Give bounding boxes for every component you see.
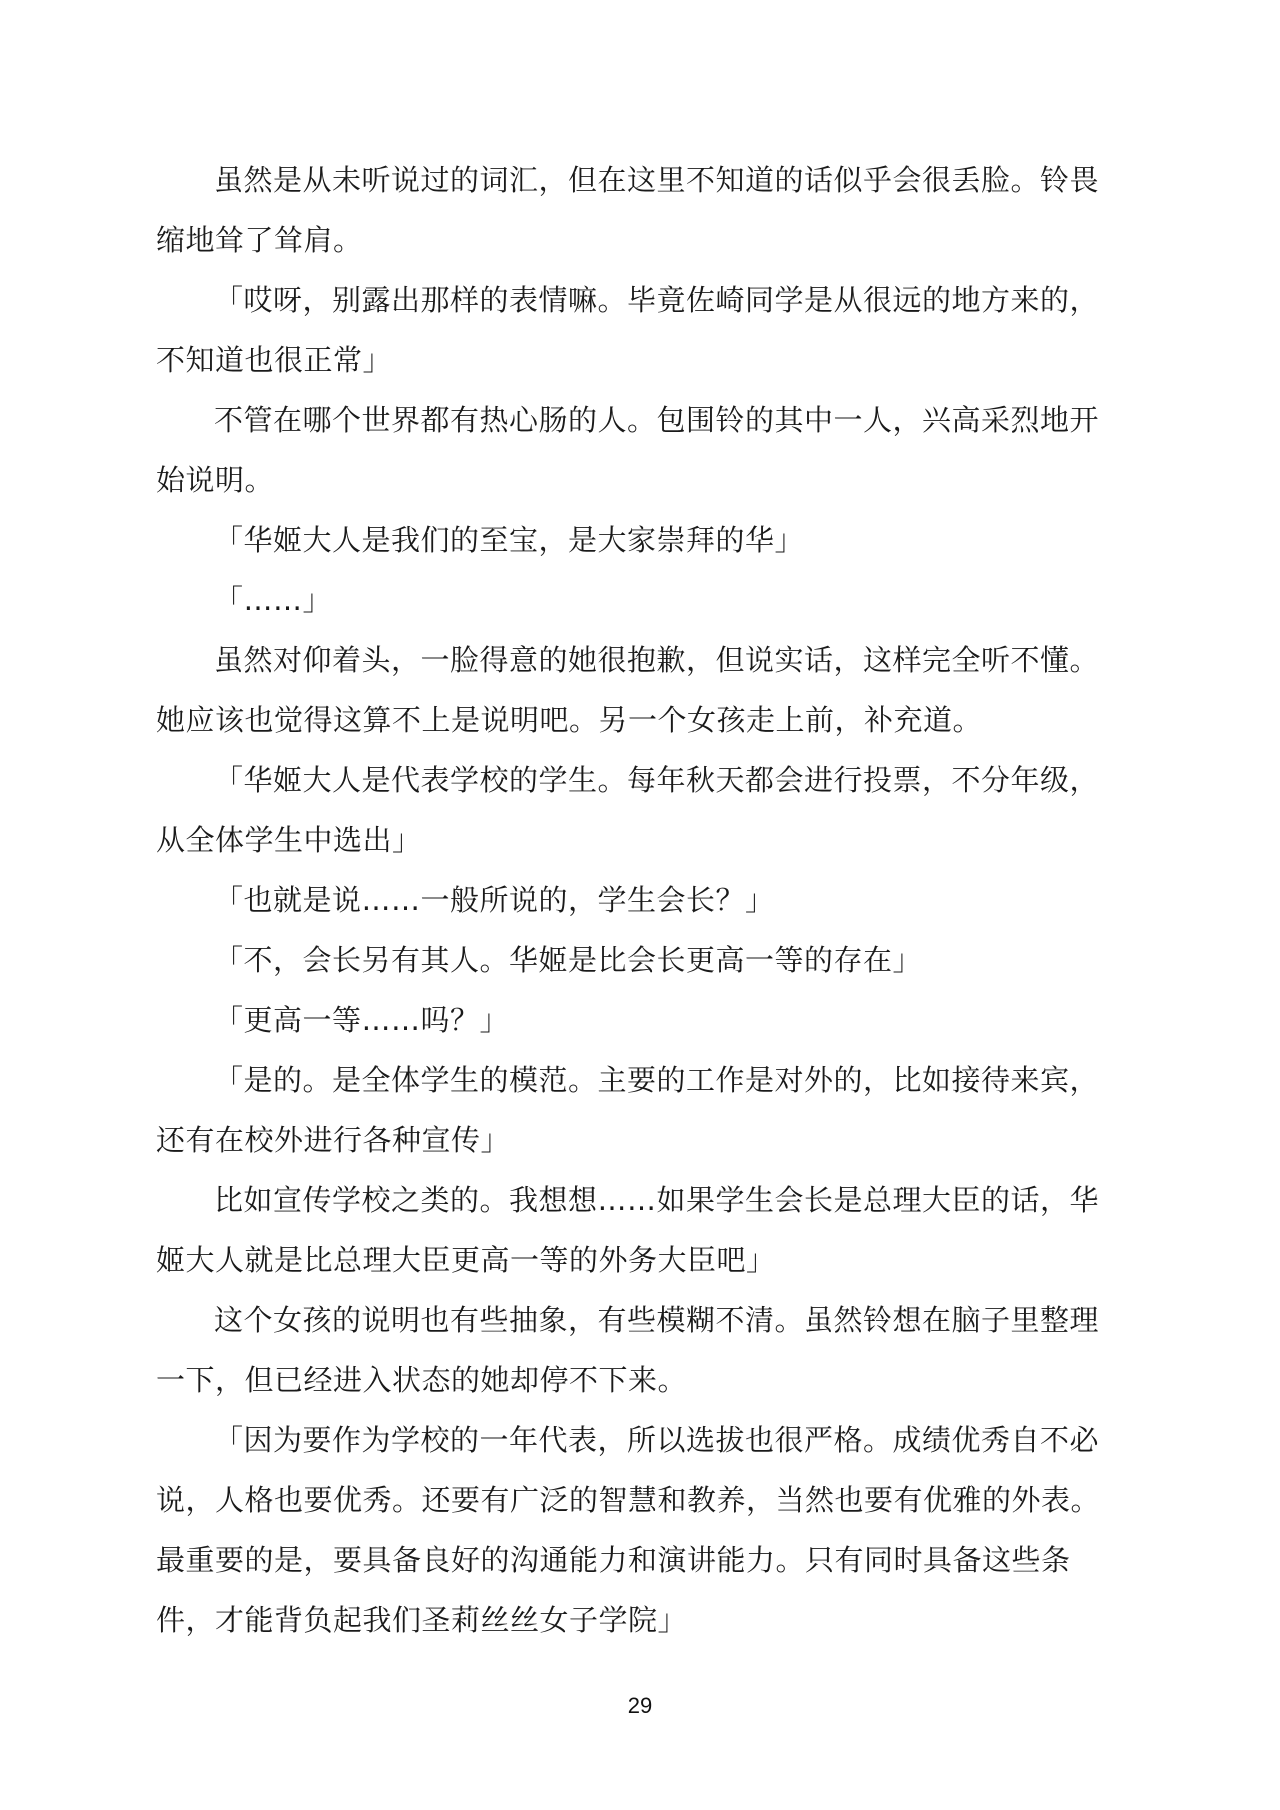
paragraph-2: 「哎呀，别露出那样的表情嘛。毕竟佐崎同学是从很远的地方来的，不知道也很正常」 xyxy=(156,283,1100,377)
paragraph-14: 「因为要作为学校的一年代表，所以选拔也很严格。成绩优秀自不必说，人格也要优秀。还要有广泛的智慧和教养，当然也要有优雅的外表。最重要的是，要具备良好的沟通能力和演讲能力。只有同时具备这些条件，才能背负起我们圣莉丝丝女子学院」 xyxy=(156,1423,1101,1637)
paragraph-10: 「更高一等……吗？」 xyxy=(214,1003,510,1037)
paragraph-11: 「是的。是全体学生的模范。主要的工作是对外的，比如接待来宾，还有在校外进行各种宣传」 xyxy=(156,1063,1100,1157)
paragraph-8: 「也就是说……一般所说的，学生会长？」 xyxy=(214,883,775,917)
paragraph-9: 「不，会长另有其人。华姬是比会长更高一等的存在」 xyxy=(214,943,923,977)
page-number: 29 xyxy=(627,1693,653,1718)
paragraph-6: 虽然对仰着头，一脸得意的她很抱歉，但说实话，这样完全听不懂。她应该也觉得这算不上是说明吧。另一个女孩走上前，补充道。 xyxy=(156,643,1100,737)
paragraph-4: 「华姬大人是我们的至宝，是大家崇拜的华」 xyxy=(214,523,805,557)
paragraph-12: 比如宣传学校之类的。我想想……如果学生会长是总理大臣的话，华姬大人就是比总理大臣更高一等的外务大臣吧」 xyxy=(156,1183,1100,1277)
paragraph-13: 这个女孩的说明也有些抽象，有些模糊不清。虽然铃想在脑子里整理一下，但已经进入状态的她却停不下来。 xyxy=(156,1303,1100,1397)
paragraph-5: 「……」 xyxy=(214,583,333,617)
body-text xyxy=(156,150,1124,1650)
paragraph-7: 「华姬大人是代表学校的学生。每年秋天都会进行投票，不分年级，从全体学生中选出」 xyxy=(156,763,1100,857)
paragraph-3: 不管在哪个世界都有热心肠的人。包围铃的其中一人，兴高采烈地开始说明。 xyxy=(156,403,1100,497)
paragraph-1: 虽然是从未听说过的词汇，但在这里不知道的话似乎会很丢脸。铃畏缩地耸了耸肩。 xyxy=(156,163,1100,257)
